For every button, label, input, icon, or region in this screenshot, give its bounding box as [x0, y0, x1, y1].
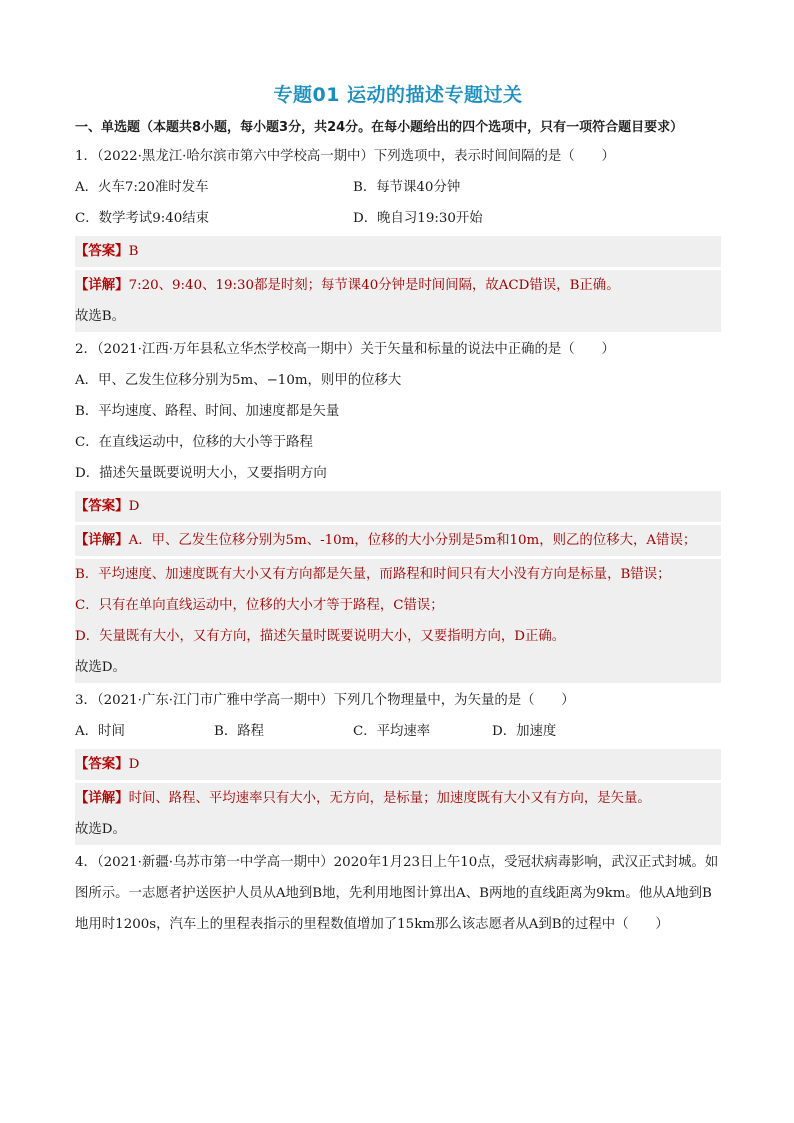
q3-conclusion: 故选D。: [75, 822, 126, 837]
q2-answer: D: [128, 499, 140, 514]
answer-tag: 【答案】: [75, 499, 129, 514]
q1-option-c: C．数学考试9:40结束: [75, 211, 210, 226]
q2-option-b: B．平均速度、路程、时间、加速度都是矢量: [75, 404, 340, 419]
q2-answer-line: [75, 491, 721, 522]
q1-answer-block: [75, 236, 721, 332]
q2-option-d: D．描述矢量既要说明大小，又要指明方向: [75, 466, 327, 481]
q1-option-b: B．每节课40分钟: [353, 180, 461, 195]
detail-tag: 【详解】: [75, 533, 129, 548]
question-1-stem: 1．（2022·黑龙江·哈尔滨市第六中学校高一期中）下列选项中，表示时间间隔的是（ ）: [75, 149, 615, 164]
q1-detail-line: [75, 270, 721, 301]
q2-detail-line: [75, 525, 721, 556]
question-3-stem: 3．（2021·广东·江门市广雅中学高一期中）下列几个物理量中，为矢量的是（ ）: [75, 693, 575, 708]
q3-answer: D: [128, 757, 140, 772]
question-2-stem: 2．（2021·江西·万年县私立华杰学校高一期中）关于矢量和标量的说法中正确的是（ ）: [75, 342, 615, 357]
q3-option-c: C．平均速率: [353, 724, 431, 739]
question-4-stem: 4．（2021·新疆·乌苏市第一中学高一期中）2020年1月23日上午10点，受冠状病毒影响，武汉正式封城。如图所示。一志愿者护送医护人员从A地到B地，先利用地图计算出A、B两地的直线距离为9km。他从A地到B地用时1200s，汽车上的里程表指示的里程数值增加了15km那么该志愿者从A到B的过程中（ ）: [75, 855, 719, 932]
page-title: 专题01 运动的描述专题过关: [273, 84, 523, 106]
q1-option-d: D．晚自习19:30开始: [353, 211, 483, 226]
q3-answer-block: [75, 749, 721, 845]
q2-detail-3: D．矢量既有大小，又有方向，描述矢量时既要说明大小，又要指明方向，D正确。: [75, 629, 566, 644]
answer-tag: 【答案】: [75, 757, 129, 772]
q3-detail-0: 时间、路程、平均速率只有大小，无方向，是标量；加速度既有大小又有方向，是矢量。: [128, 791, 651, 806]
q1-option-a: A．火车7:20准时发车: [75, 180, 209, 195]
q1-detail-0: 7:20、9:40、19:30都是时刻；每节课40分钟是时间间隔，故ACD错误，B正确。: [128, 278, 620, 293]
detail-tag: 【详解】: [75, 278, 129, 293]
answer-tag: 【答案】: [75, 244, 129, 259]
q1-answer-line: [75, 236, 721, 267]
question-1-options: [75, 172, 721, 234]
q1-answer: B: [128, 244, 139, 259]
q3-detail-line: [75, 783, 721, 814]
q2-conclusion: 故选D。: [75, 660, 126, 675]
section-heading: 一、单选题（本题共8小题，每小题3分，共24分。在每小题给出的四个选项中，只有一项符合题目要求）: [75, 120, 684, 135]
q2-detail-1: B．平均速度、加速度既有大小又有方向都是矢量，而路程和时间只有大小没有方向是标量，B错误；: [75, 567, 671, 582]
q2-detail-0: A．甲、乙发生位移分别为5m、-10m，位移的大小分别是5m和10m，则乙的位移大，A错误；: [128, 533, 697, 548]
q2-option-a: A．甲、乙发生位移分别为5m、−10m，则甲的位移大: [75, 373, 402, 388]
q2-answer-block: [75, 491, 721, 683]
question-3-options: [75, 716, 721, 747]
q3-answer-line: [75, 749, 721, 780]
detail-tag: 【详解】: [75, 791, 129, 806]
q3-option-b: B．路程: [214, 724, 265, 739]
q3-option-a: A．时间: [75, 724, 125, 739]
q1-conclusion: 故选B。: [75, 309, 126, 324]
q2-detail-2: C．只有在单向直线运动中，位移的大小才等于路程，C错误；: [75, 598, 444, 613]
q2-option-c: C．在直线运动中，位移的大小等于路程: [75, 435, 313, 450]
document-page: [75, 82, 721, 940]
q3-option-d: D．加速度: [492, 724, 557, 739]
